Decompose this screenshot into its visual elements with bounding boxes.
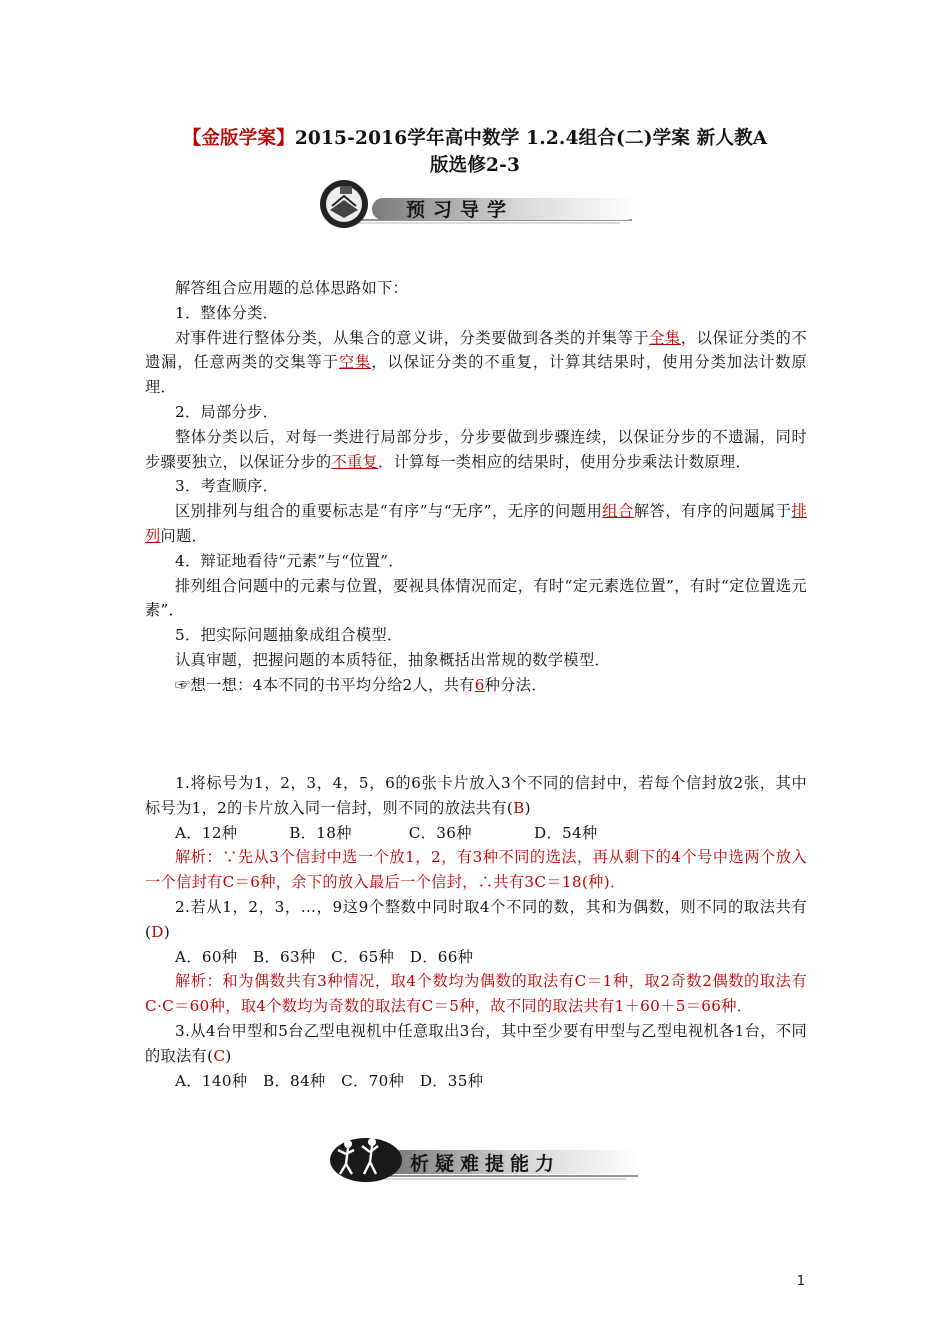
think-prompt: ☞想一想：4本不同的书平均分给2人，共有6种分法． [175, 675, 547, 694]
fill-in-answer: 空集 [338, 353, 372, 372]
section-body: 排列组合问题中的元素与位置，要视具体情况而定，有时“定元素选位置”，有时“定位置选元素”． [145, 576, 807, 620]
banner-ability-label: 析疑难提能力 [410, 1153, 561, 1175]
question-1: 1.将标号为1，2，3，4，5，6的6张卡片放入3个不同的信封中，若每个信封放2张，其中标号为1，2的卡片放入同一信封，则不同的放法共有(B) [145, 774, 807, 817]
section-heading: 4．辩证地看待“元素”与“位置”． [175, 551, 404, 570]
answer-choice: B [513, 798, 525, 817]
section-body: 对事件进行整体分类，从集合的意义讲，分类要做到各类的并集等于全集，以保证分类的不遗漏，任意两类的交集等于空集，以保证分类的不重复，计算其结果时，使用分类加法计数原理． [145, 328, 808, 397]
section-heading: 3．考查顺序． [175, 477, 279, 496]
answer-choice: D [151, 922, 164, 941]
question-3-options: A．140种 B．84种 C．70种 D．35种 [175, 1071, 484, 1090]
intro-text: 解答组合应用题的总体思路如下： [175, 279, 409, 297]
fill-in-answer: 6 [474, 675, 485, 694]
section-heading: 2．局部分步． [175, 402, 279, 421]
question-2-solution: 解析：和为偶数共有3种情况，取4个数均为偶数的取法有C＝1种，取2奇数2偶数的取法有C·C＝60种，取4个数均为奇数的取法有C＝5种，故不同的取法共有1＋60＋5＝66种． [145, 972, 807, 1016]
page-number: 1 [796, 1274, 805, 1289]
fill-in-answer: 全集 [649, 328, 681, 347]
fill-in-answer: 排列 [145, 502, 807, 545]
section-banner-preview [310, 176, 640, 238]
section-body: 区别排列与组合的重要标志是“有序”与“无序”，无序的问题用组合解答，有序的问题属于排列问题． [145, 502, 807, 545]
banner-preview-label: 预习导学 [406, 199, 515, 221]
title-brand: 【金版学案】 [182, 128, 295, 149]
question-1-options: A．12种 B．18种 C．36种 D．54种 [175, 823, 598, 842]
question-2-options: A．60种 B．63种 C．65种 D．66种 [175, 947, 474, 966]
fill-in-answer: 组合 [602, 502, 634, 521]
section-heading: 5．把实际问题抽象成组合模型． [175, 626, 403, 645]
question-1-solution: 解析：∵先从3个信封中选一个放1，2，有3种不同的选法，再从剩下的4个号中选两个放入一个信封有C＝6种，余下的放入最后一个信封，∴共有3C＝18(种)． [145, 848, 807, 892]
banner-ability-graphic [326, 1124, 646, 1186]
section-body: 整体分类以后，对每一类进行局部分步，分步要做到步骤连续，以保证分步的不遗漏，同时步骤要独立，以保证分步的不重复．计算每一类相应的结果时，使用分步乘法计数原理． [145, 427, 807, 471]
book-icon [320, 180, 368, 228]
banner-preview-graphic [310, 176, 640, 238]
question-2: 2.若从1，2，3，…，9这9个整数中同时取4个不同的数，其和为偶数，则不同的取法共有(D) [145, 897, 807, 941]
fill-in-answer: 不重复 [331, 452, 379, 471]
section-banner-ability [326, 1124, 646, 1186]
section-heading: 1．整体分类． [175, 303, 279, 322]
exercise-section [145, 771, 807, 1093]
runner-icon [330, 1138, 402, 1182]
document-title [118, 125, 832, 179]
section-body: 认真审题，把握问题的本质特征，抽象概括出常规的数学模型． [175, 650, 611, 669]
question-3: 3.从4台甲型和5台乙型电视机中任意取出3台，其中至少要有甲型与乙型电视机各1台，不同的取法有(C) [145, 1021, 807, 1065]
title-line2: 版选修2-3 [429, 155, 521, 176]
preview-section [145, 276, 807, 698]
answer-choice: C [213, 1046, 226, 1065]
title-line1: 2015-2016学年高中数学 1.2.4组合(二)学案 新人教A [294, 128, 768, 149]
